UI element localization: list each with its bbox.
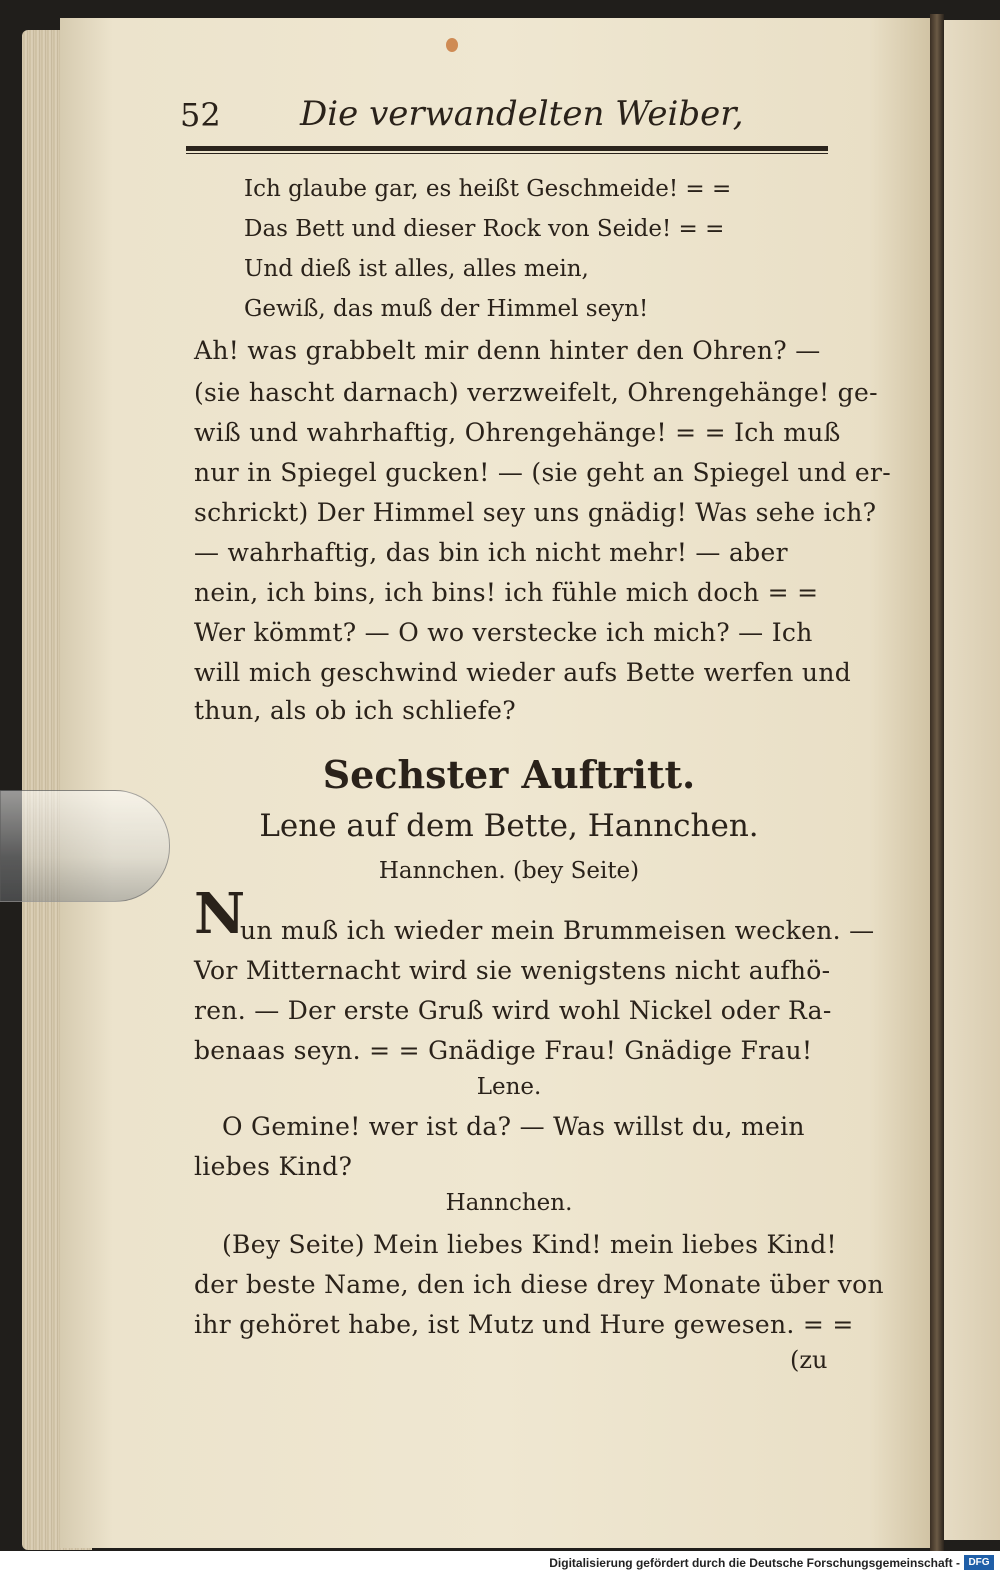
verse-line: Gewiß, das muß der Himmel seyn!	[244, 296, 649, 322]
speech-line: liebes Kind?	[194, 1152, 353, 1181]
page-number: 52	[180, 96, 221, 134]
header-rule	[186, 146, 828, 154]
speech-line: Vor Mitternacht wird sie wenigstens nicht aufhö-	[194, 956, 831, 985]
page-header	[180, 96, 830, 146]
drop-cap: N	[194, 881, 246, 947]
ink-stain	[446, 38, 458, 52]
prose-line: (sie hascht darnach) verzweifelt, Ohrengehänge! ge-	[194, 378, 878, 407]
prose-line: nein, ich bins, ich bins! ich fühle mich doch = =	[194, 578, 819, 607]
speech-line: ihr gehöret habe, ist Mutz und Hure gewesen. = =	[194, 1310, 854, 1339]
glass-page-holder	[0, 790, 170, 902]
dfg-logo: DFG	[964, 1555, 994, 1570]
book-gutter	[930, 14, 944, 1554]
prose-line: thun, als ob ich schliefe?	[194, 696, 516, 725]
prose-line: wiß und wahrhaftig, Ohrengehänge! = = Ich muß	[194, 418, 841, 447]
speech-line: ren. — Der erste Gruß wird wohl Nickel oder Ra-	[194, 996, 832, 1025]
prose-line: Wer kömmt? — O wo verstecke ich mich? — Ich	[194, 618, 813, 647]
running-title: Die verwandelten Weiber,	[300, 94, 744, 134]
verse-line: Ich glaube gar, es heißt Geschmeide! = =	[244, 176, 732, 202]
verse-line: Das Bett und dieser Rock von Seide! = =	[244, 216, 725, 242]
scene-title: Sechster Auftritt.	[322, 752, 696, 797]
speaker-label: Hannchen. (bey Seite)	[378, 858, 640, 884]
speech-line: der beste Name, den ich diese drey Monate über von	[194, 1270, 884, 1299]
speaker-label: Hannchen.	[445, 1190, 573, 1216]
footer-text: Digitalisierung gefördert durch die Deutsche Forschungsgemeinschaft -	[549, 1556, 960, 1570]
prose-line: Ah! was grabbelt mir denn hinter den Ohren? —	[194, 336, 821, 365]
speech-line: (Bey Seite) Mein liebes Kind! mein liebes Kind!	[222, 1230, 837, 1259]
prose-line: — wahrhaftig, das bin ich nicht mehr! — aber	[194, 538, 788, 567]
verse-line: Und dieß ist alles, alles mein,	[244, 256, 589, 282]
speaker-label: Lene.	[476, 1074, 542, 1100]
prose-line: schrickt) Der Himmel sey uns gnädig! Was sehe ich?	[194, 498, 877, 527]
speech-line: un muß ich wieder mein Brummeisen wecken. —	[240, 916, 875, 945]
scene-cast: Lene auf dem Bette, Hannchen.	[259, 808, 759, 844]
digitization-footer	[0, 1551, 1000, 1575]
facing-page-edge	[944, 20, 1000, 1540]
speech-line: benaas seyn. = = Gnädige Frau! Gnädige Frau!	[194, 1036, 813, 1065]
speech-line: O Gemine! wer ist da? — Was willst du, mein	[222, 1112, 805, 1141]
prose-line: will mich geschwind wieder aufs Bette werfen und	[194, 658, 852, 687]
catchword: (zu	[790, 1346, 828, 1374]
prose-line: nur in Spiegel gucken! — (sie geht an Spiegel und er-	[194, 458, 891, 487]
